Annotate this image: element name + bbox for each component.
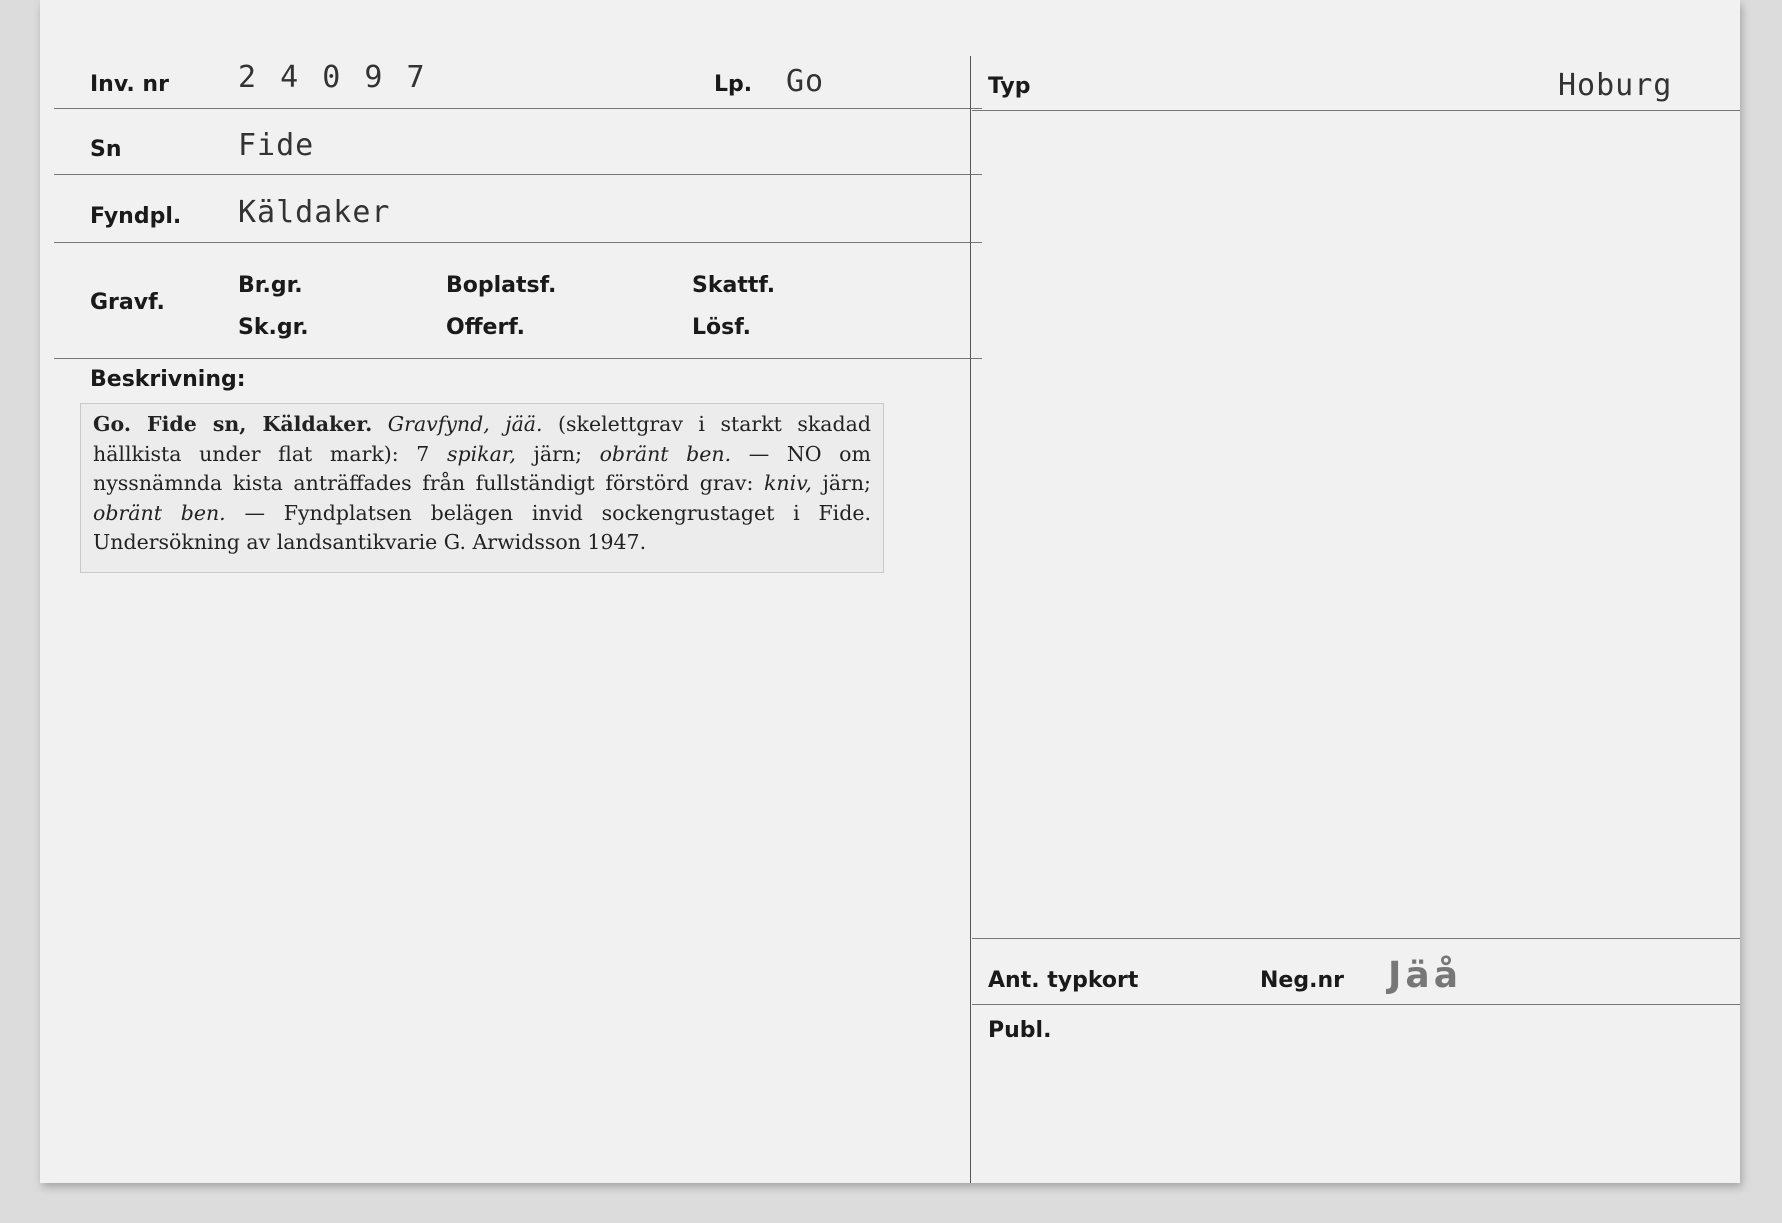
divider-row1: [54, 108, 982, 109]
divider-typ: [972, 110, 1740, 111]
divider-row4: [54, 358, 982, 359]
typ-value: Hoburg: [1558, 68, 1673, 103]
beskrivning-label: Beskrivning:: [90, 367, 246, 392]
sn-label: Sn: [90, 137, 122, 162]
negnr-label: Neg.nr: [1260, 968, 1344, 993]
description-text: Go. Fide sn, Käldaker. Gravfynd, jää. (skelettgrav i starkt skadad hällkista under flat mark): 7 spikar, järn; obränt ben. — NO om nyssnämnda kista anträffades från fullständigt förstörd grav: kniv, järn; obränt ben. — Fyndplatsen belägen invid sockengrustaget i Fide. Undersökning av landsantikvarie G. Arwidsson 1947.: [93, 412, 871, 554]
fyndpl-value: Käldaker: [238, 195, 391, 230]
divider-bottom: [972, 1004, 1740, 1005]
inv-nr-label: Inv. nr: [90, 72, 169, 97]
brgr-label: Br.gr.: [238, 273, 303, 298]
ant-typkort-label: Ant. typkort: [988, 968, 1139, 993]
negnr-stamp: Jäå: [1388, 955, 1462, 996]
description-clipping: [80, 403, 884, 573]
typ-label: Typ: [988, 74, 1031, 99]
lp-label: Lp.: [714, 72, 753, 97]
publ-label: Publ.: [988, 1018, 1052, 1043]
vertical-divider: [970, 56, 971, 1183]
sn-value: Fide: [238, 128, 315, 163]
gravf-label: Gravf.: [90, 290, 165, 315]
divider-bottom-top: [972, 938, 1740, 939]
lp-value: Go: [786, 64, 825, 99]
catalog-card: [40, 0, 1740, 1183]
losf-label: Lösf.: [692, 315, 751, 340]
boplatsf-label: Boplatsf.: [446, 273, 557, 298]
skattf-label: Skattf.: [692, 273, 776, 298]
inv-nr-value: 2 4 0 9 7: [238, 60, 428, 95]
divider-row2: [54, 174, 982, 175]
offerf-label: Offerf.: [446, 315, 526, 340]
divider-row3: [54, 242, 982, 243]
skgr-label: Sk.gr.: [238, 315, 309, 340]
fyndpl-label: Fyndpl.: [90, 204, 182, 229]
